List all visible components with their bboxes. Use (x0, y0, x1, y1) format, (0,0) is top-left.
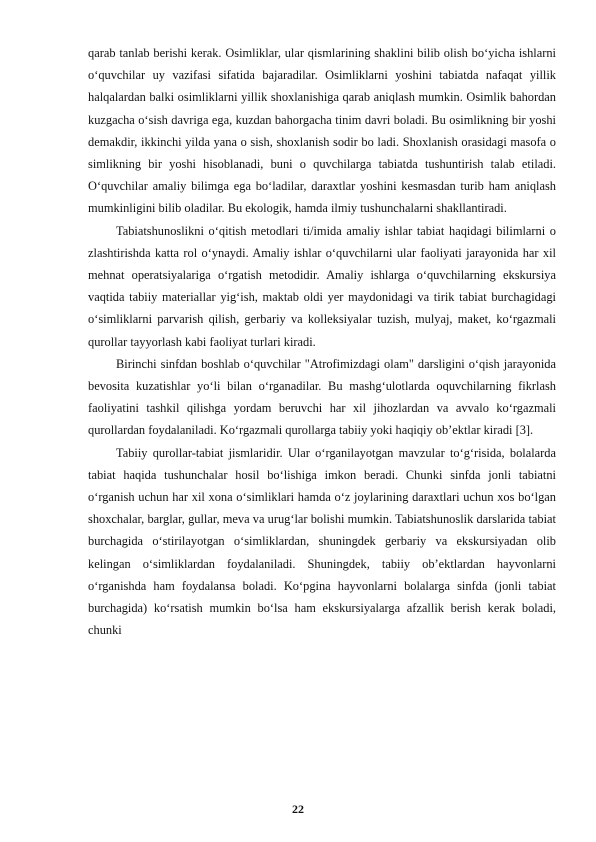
paragraph-1: qarab tanlab berishi kerak. Osimliklar, ular qismlarining shaklini bilib olish bo‘yicha ishlarni o‘quvchilar uy vazifasi sifatida bajaradilar. Osimliklarni yoshini tabiatda nafaqat yillik halqalardan balki osimliklarni yillik shoxlanishiga qarab aniqlash mumkin. Osimlik bahordan kuzgacha o‘sish davriga ega, kuzdan bahorgacha tinim davri boladi. Bu osimlikning bir yoshi demakdir, ikkinchi yilda yana o sish, shoxlanish sodir bo ladi. Shoxlanish orasidagi masofa o simlikning bir yoshi hisoblanadi, buni o quvchilarga tabiatda tushuntirish talab etiladi. O‘quvchilar amaliy bilimga ega bo‘ladilar, daraxtlar yoshini kesmasdan turib ham aniqlash mumkinligini bilib oladilar. Bu ekologik, hamda ilmiy tushunchalarni shakllantiradi. (88, 46, 556, 216)
document-page (88, 42, 556, 641)
paragraph-4: Tabiiy qurollar-tabiat jismlaridir. Ular o‘rganilayotgan mavzular to‘g‘risida, bolalarda tabiat haqida tushunchalar hosil bo‘lishiga imkon beradi. Chunki sinfda jonli tabiatni o‘rganish uchun har xil xona o‘simliklari hamda o‘z joylarining daraxtlari uchun xos bo‘lgan shoxchalar, barglar, gullar, meva va urug‘lar bolishi mumkin. Tabiatshunoslik darslarida tabiat burchagida o‘stirilayotgan o‘simliklardan, shuningdek gerbariy va ekskursiyadan olib kelingan o‘simliklardan foydalaniladi. Shuningdek, tabiiy ob’ektlardan hayvonlarni o‘rganishda ham foydalansa boladi. Ko‘pgina hayvonlarni bolalarga sinfda (jonli tabiat burchagida) ko‘rsatish mumkin bo‘lsa ham ekskursiyalarga afzallik berish kerak boladi, chunki (88, 445, 556, 638)
paragraph-3: Birinchi sinfdan boshlab o‘quvchilar "Atrofimizdagi olam" darsligini o‘qish jarayonida bevosita kuzatishlar yo‘li bilan o‘rganadilar. Bu mashg‘ulotlarda oquvchilarning fikrlash faoliyatini tashkil qilishga yordam beruvchi har xil jihozlardan va avvalo ko‘rgazmali qurollardan foydalaniladi. Ko‘rgazmali qurollarga tabiiy yoki haqiqiy ob’ektlar kiradi [3]. (88, 356, 556, 438)
paragraph-2: Tabiatshunoslikni o‘qitish metodlari ti/imida amaliy ishlar tabiat haqidagi bilimlarni o zlashtirishda katta rol o‘ynaydi. Amaliy ishlar o‘quvchilarni ular faoliyati jarayonida har xil mehnat operatsiyalariga o‘rgatish metodidir. Amaliy ishlarga o‘quvchilarning ekskursiya vaqtida tabiiy materiallar yig‘ish, maktab oldi yer maydonidagi va tirik tabiat burchagidagi o‘simliklarni parvarish qilish, gerbariy va kolleksiyalar tuzish, mulyaj, maket, ko‘rgazmali qurollar tayyorlash kabi faoliyat turlari kiradi. (88, 223, 556, 349)
page-number: 22 (292, 802, 304, 816)
